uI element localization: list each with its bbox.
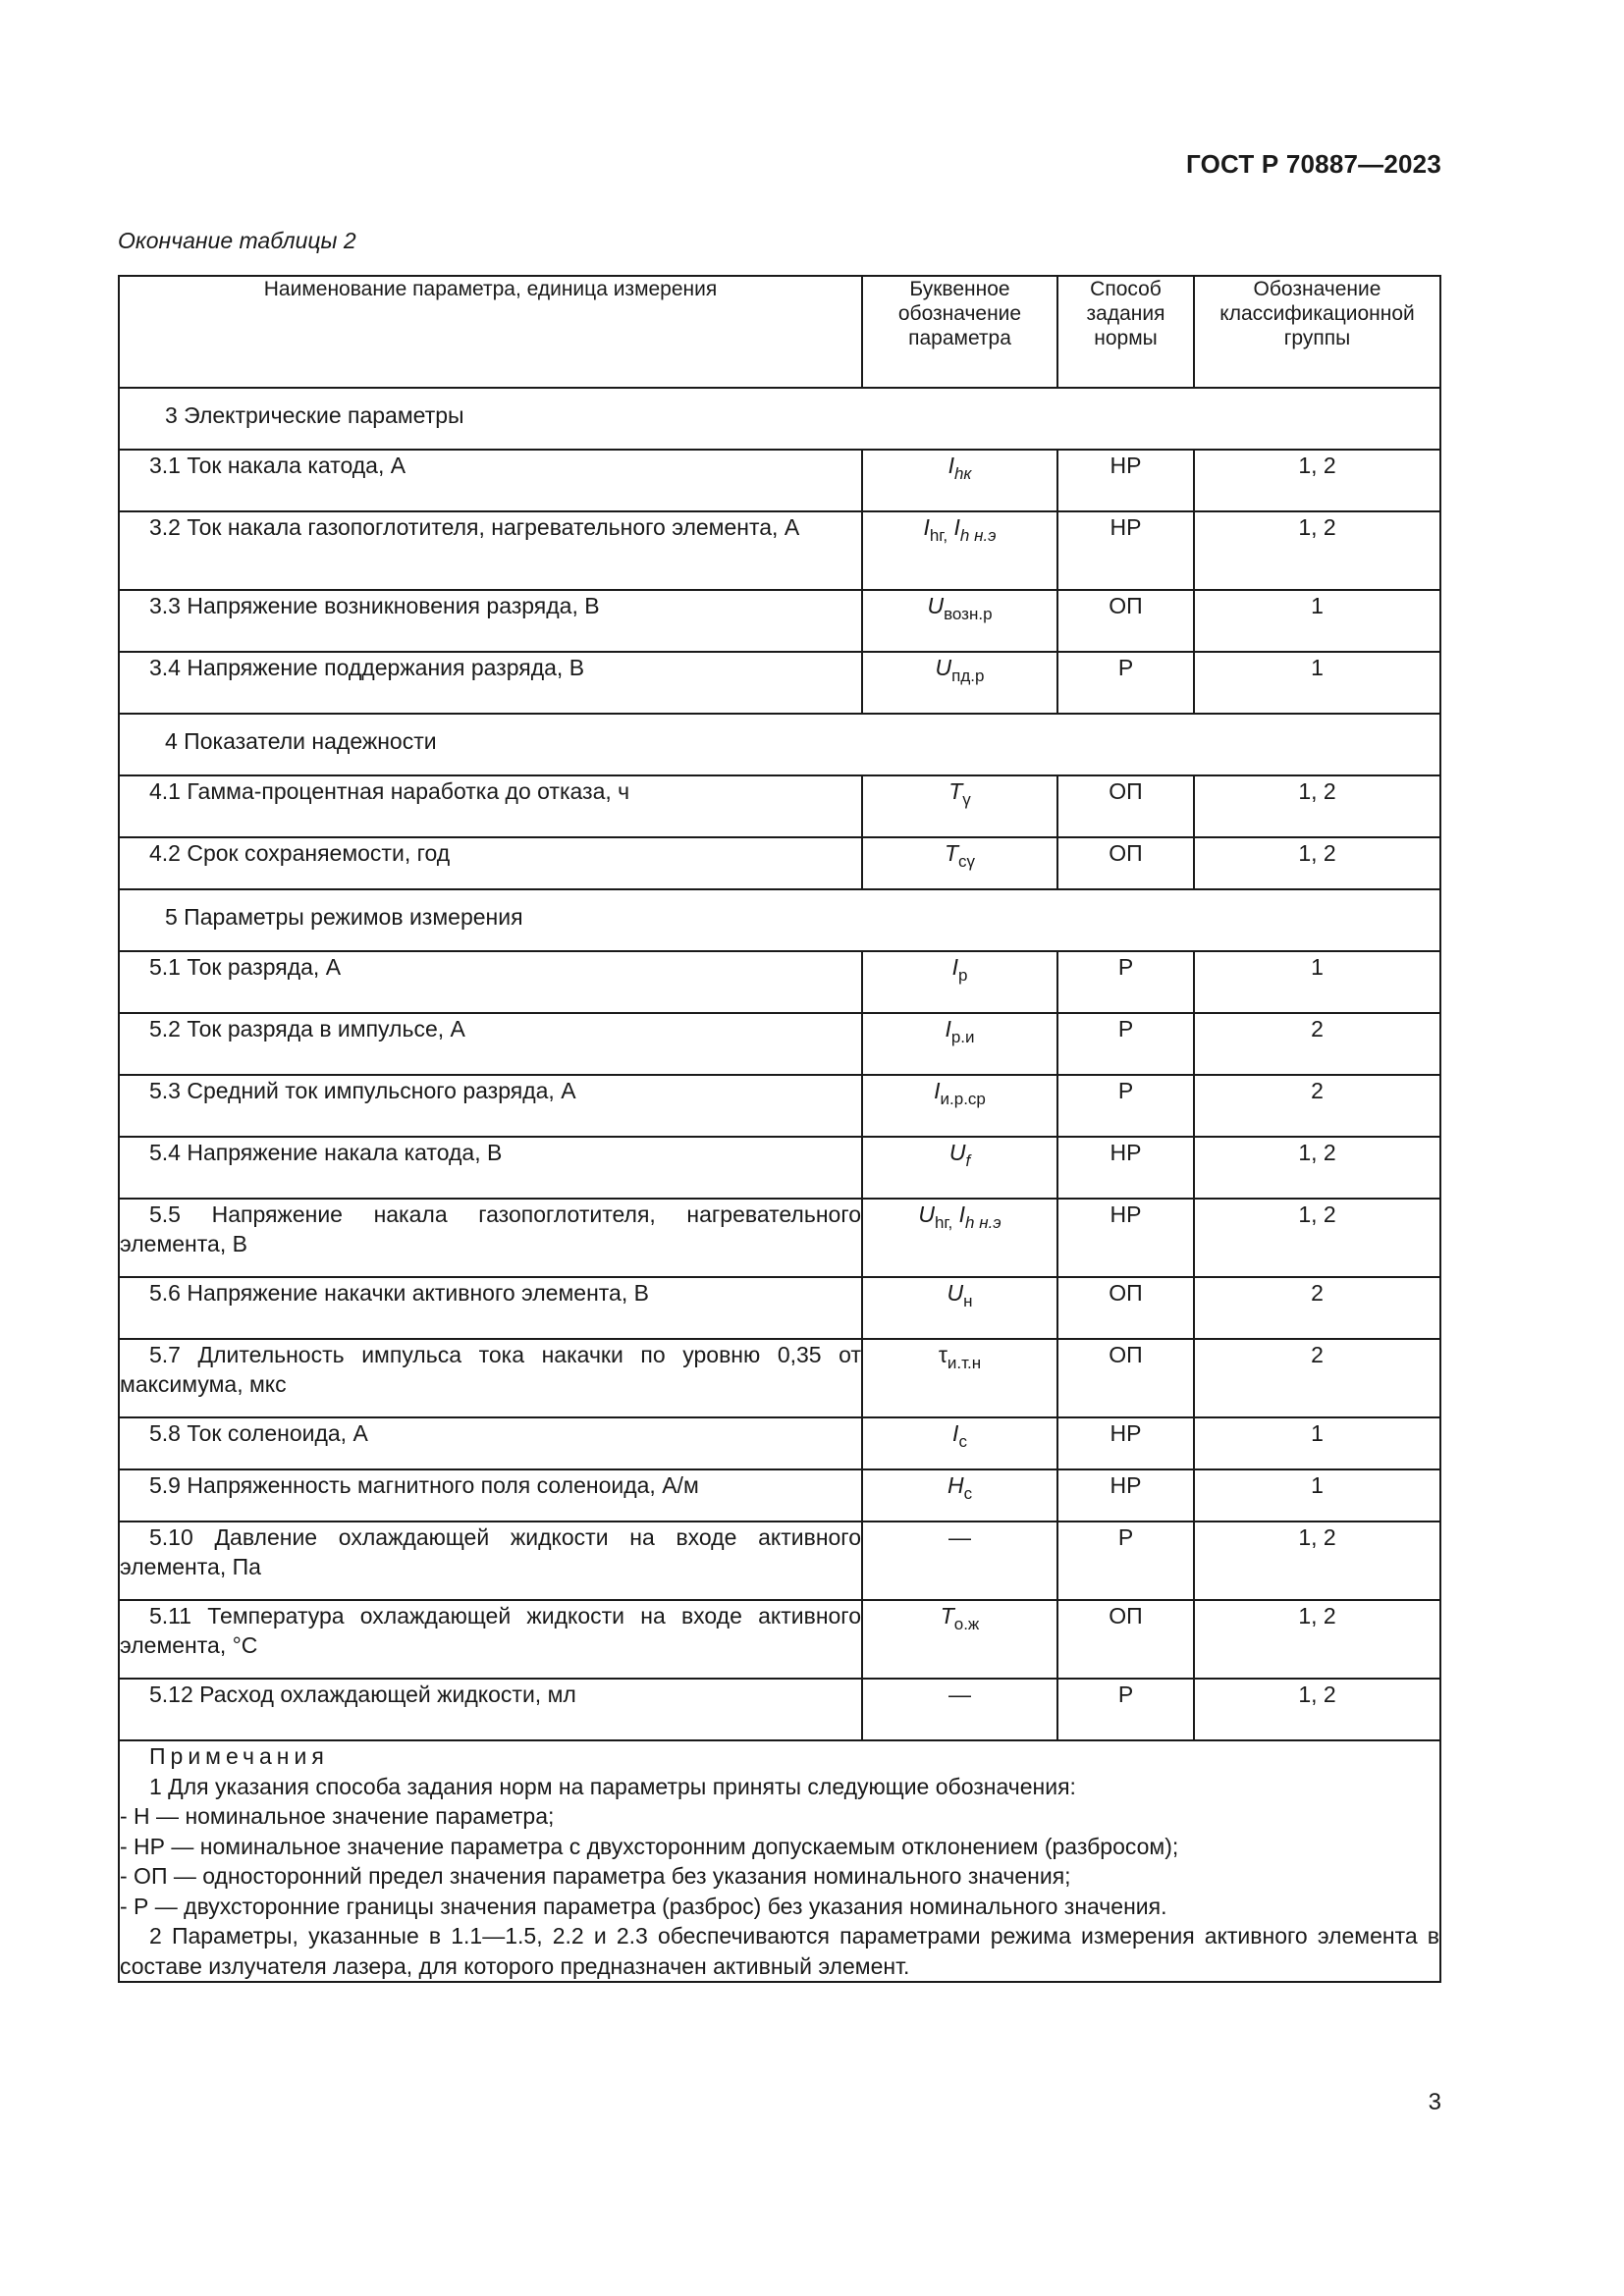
parameter-name <box>119 1013 862 1075</box>
class-group: 2 <box>1194 1277 1440 1339</box>
parameter-name <box>119 775 862 837</box>
symbol-subscript: р <box>957 966 968 985</box>
table-row <box>119 1199 1440 1277</box>
parameter-name <box>119 652 862 714</box>
class-group: 1 <box>1194 951 1440 1013</box>
class-group: 2 <box>1194 1339 1440 1417</box>
notes-cell <box>119 1740 1440 1982</box>
table-row <box>119 775 1440 837</box>
norm-method: НР <box>1057 450 1194 511</box>
table-row <box>119 1600 1440 1679</box>
parameter-name-text: 5.8 Ток соленоида, А <box>149 1420 368 1446</box>
symbol-subscript-2: h н.э <box>965 1213 1001 1232</box>
parameter-symbol <box>862 1679 1057 1740</box>
parameter-symbol <box>862 1277 1057 1339</box>
parameter-symbol <box>862 590 1057 652</box>
symbol-main: U <box>918 1201 935 1227</box>
table-row <box>119 1075 1440 1137</box>
symbol-subscript: с <box>963 1484 973 1503</box>
norm-method: ОП <box>1057 1339 1194 1417</box>
parameter-name <box>119 1277 862 1339</box>
symbol-main: T <box>940 1603 954 1629</box>
symbol-subscript: и.т.н <box>947 1354 982 1372</box>
table-row <box>119 1522 1440 1600</box>
note-line: - Н — номинальное значение параметра; <box>120 1803 555 1829</box>
symbol-main: I <box>947 453 954 478</box>
parameter-symbol <box>862 775 1057 837</box>
parameter-name <box>119 1199 862 1277</box>
parameter-name-text: 5.12 Расход охлаждающей жидкости, мл <box>149 1682 576 1707</box>
class-group: 2 <box>1194 1075 1440 1137</box>
norm-method: ОП <box>1057 590 1194 652</box>
parameter-name-text: 3.1 Ток накала катода, А <box>149 453 406 478</box>
parameter-name <box>119 1679 862 1740</box>
document-code: ГОСТ Р 70887—2023 <box>1186 149 1441 179</box>
norm-method: Р <box>1057 652 1194 714</box>
parameter-name <box>119 1522 862 1600</box>
parameters-table <box>118 275 1441 1983</box>
table-row <box>119 1417 1440 1469</box>
parameter-name-text: 3.2 Ток накала газопоглотителя, нагревательного элемента, А <box>149 514 800 540</box>
parameter-name-text: 5.9 Напряженность магнитного поля соленоида, А/м <box>149 1472 699 1498</box>
symbol-subscript-2: h н.э <box>959 526 997 545</box>
parameter-symbol <box>862 1137 1057 1199</box>
parameter-name <box>119 1137 862 1199</box>
parameter-name <box>119 1075 862 1137</box>
norm-method: ОП <box>1057 1277 1194 1339</box>
symbol-subscript: р.и <box>950 1028 975 1046</box>
parameter-symbol <box>862 1417 1057 1469</box>
parameter-name-text: 3.4 Напряжение поддержания разряда, В <box>149 655 585 680</box>
symbol-main: τ <box>938 1342 947 1367</box>
symbol-subscript: f <box>965 1151 971 1170</box>
class-group: 1, 2 <box>1194 837 1440 889</box>
class-group: 1, 2 <box>1194 450 1440 511</box>
col-header-name: Наименование параметра, единица измерения <box>119 276 862 388</box>
symbol-subscript: hг, <box>934 1213 953 1232</box>
norm-method: НР <box>1057 511 1194 590</box>
parameter-symbol <box>862 1013 1057 1075</box>
symbol-subscript: сγ <box>958 852 976 871</box>
parameter-name <box>119 590 862 652</box>
section-title: 4 Показатели надежности <box>119 714 1440 775</box>
symbol-subscript: с <box>958 1432 967 1451</box>
table-row <box>119 450 1440 511</box>
symbol-main: I <box>951 954 958 980</box>
symbol-main-2: I <box>953 514 960 540</box>
table-row <box>119 951 1440 1013</box>
page-number: 3 <box>1428 2089 1441 2115</box>
table-row <box>119 1013 1440 1075</box>
symbol-main: — <box>948 1682 971 1707</box>
symbol-main: I <box>952 1420 959 1446</box>
norm-method: Р <box>1057 1679 1194 1740</box>
norm-method: ОП <box>1057 1600 1194 1679</box>
class-group: 1, 2 <box>1194 1137 1440 1199</box>
parameter-name <box>119 837 862 889</box>
class-group: 1, 2 <box>1194 1600 1440 1679</box>
norm-method: НР <box>1057 1417 1194 1469</box>
note-line: - ОП — односторонний предел значения параметра без указания номинального значения; <box>120 1863 1071 1889</box>
symbol-main: T <box>948 778 963 804</box>
parameter-name-text: 5.10 Давление охлаждающей жидкости на входе активного элемента, Па <box>120 1524 861 1579</box>
norm-method: ОП <box>1057 775 1194 837</box>
parameter-name <box>119 450 862 511</box>
parameter-symbol <box>862 1600 1057 1679</box>
symbol-subscript: о.ж <box>953 1615 980 1633</box>
symbol-subscript: hг, <box>929 526 948 545</box>
class-group: 1, 2 <box>1194 511 1440 590</box>
table-row <box>119 1469 1440 1522</box>
section-row <box>119 388 1440 450</box>
symbol-main: I <box>945 1016 951 1041</box>
table-row <box>119 511 1440 590</box>
table-body <box>119 388 1440 1982</box>
parameter-symbol <box>862 1522 1057 1600</box>
symbol-main: H <box>947 1472 964 1498</box>
symbol-main: — <box>948 1524 971 1550</box>
class-group: 1, 2 <box>1194 1199 1440 1277</box>
class-group: 1, 2 <box>1194 1522 1440 1600</box>
table-row <box>119 837 1440 889</box>
class-group: 1 <box>1194 652 1440 714</box>
parameter-name-text: 5.4 Напряжение накала катода, В <box>149 1140 503 1165</box>
symbol-main: I <box>934 1078 941 1103</box>
table-row <box>119 1679 1440 1740</box>
table-row <box>119 1277 1440 1339</box>
table-row <box>119 1339 1440 1417</box>
parameter-name <box>119 511 862 590</box>
class-group: 1 <box>1194 590 1440 652</box>
parameter-name-text: 5.2 Ток разряда в импульсе, А <box>149 1016 465 1041</box>
norm-method: ОП <box>1057 837 1194 889</box>
class-group: 1, 2 <box>1194 1679 1440 1740</box>
symbol-main: U <box>947 1280 964 1306</box>
symbol-main-2: I <box>958 1201 966 1227</box>
symbol-main: T <box>944 840 959 866</box>
parameter-symbol <box>862 1469 1057 1522</box>
table-row <box>119 590 1440 652</box>
parameter-symbol <box>862 951 1057 1013</box>
class-group: 1, 2 <box>1194 775 1440 837</box>
parameter-name-text: 5.7 Длительность импульса тока накачки по уровню 0,35 от максимума, мкс <box>120 1342 861 1397</box>
symbol-subscript: γ <box>962 790 971 809</box>
section-row <box>119 889 1440 951</box>
norm-method: НР <box>1057 1469 1194 1522</box>
parameter-name-text: 4.2 Срок сохраняемости, год <box>149 840 451 866</box>
symbol-subscript: и.р.ср <box>940 1090 986 1108</box>
section-title: 3 Электрические параметры <box>119 388 1440 450</box>
col-header-method: Способ задания нормы <box>1057 276 1194 388</box>
parameter-name <box>119 1600 862 1679</box>
col-header-symbol: Буквенное обозначение параметра <box>862 276 1057 388</box>
symbol-subscript: возн.р <box>944 605 993 623</box>
table-header-row <box>119 276 1440 388</box>
section-title: 5 Параметры режимов измерения <box>119 889 1440 951</box>
symbol-subscript: hк <box>953 464 972 483</box>
class-group: 1 <box>1194 1417 1440 1469</box>
parameter-name-text: 5.5 Напряжение накала газопоглотителя, нагревательного элемента, В <box>120 1201 861 1256</box>
parameter-name-text: 5.11 Температура охлаждающей жидкости на входе активного элемента, °С <box>120 1603 861 1658</box>
parameter-name-text: 4.1 Гамма-процентная наработка до отказа, ч <box>149 778 630 804</box>
class-group: 2 <box>1194 1013 1440 1075</box>
parameter-name <box>119 1469 862 1522</box>
parameter-symbol <box>862 1199 1057 1277</box>
table-row <box>119 1137 1440 1199</box>
symbol-main: U <box>927 593 945 618</box>
parameter-name-text: 3.3 Напряжение возникновения разряда, В <box>149 593 600 618</box>
class-group: 1 <box>1194 1469 1440 1522</box>
note-line: 2 Параметры, указанные в 1.1—1.5, 2.2 и 2.3 обеспечиваются параметрами режима измерения активного элемента в составе излучателя лазера, для которого предназначен активный элемент. <box>120 1923 1439 1979</box>
norm-method: Р <box>1057 1075 1194 1137</box>
parameter-symbol <box>862 652 1057 714</box>
parameter-symbol <box>862 511 1057 590</box>
norm-method: Р <box>1057 1013 1194 1075</box>
parameter-name-text: 5.3 Средний ток импульсного разряда, А <box>149 1078 576 1103</box>
norm-method: Р <box>1057 1522 1194 1600</box>
table-caption: Окончание таблицы 2 <box>118 228 356 253</box>
parameter-name-text: 5.6 Напряжение накачки активного элемента, В <box>149 1280 649 1306</box>
norm-method: Р <box>1057 951 1194 1013</box>
parameter-symbol <box>862 1339 1057 1417</box>
section-row <box>119 714 1440 775</box>
symbol-main: U <box>935 655 952 680</box>
notes-title: Примечания <box>149 1743 329 1769</box>
note-line: - Р — двухсторонние границы значения параметра (разброс) без указания номинального значения. <box>120 1893 1167 1919</box>
parameter-symbol <box>862 1075 1057 1137</box>
parameter-name <box>119 1339 862 1417</box>
norm-method: НР <box>1057 1137 1194 1199</box>
note-line: 1 Для указания способа задания норм на параметры приняты следующие обозначения: <box>149 1773 1076 1799</box>
table-row <box>119 652 1440 714</box>
symbol-main: U <box>948 1140 966 1165</box>
parameter-name <box>119 951 862 1013</box>
symbol-subscript: н <box>963 1292 973 1310</box>
note-line: - НР — номинальное значение параметра с двухсторонним допускаемым отклонением (разбросом); <box>120 1833 1179 1859</box>
norm-method: НР <box>1057 1199 1194 1277</box>
col-header-group: Обозначение классификационной группы <box>1194 276 1440 388</box>
parameter-name-text: 5.1 Ток разряда, А <box>149 954 342 980</box>
parameter-symbol <box>862 837 1057 889</box>
symbol-main: I <box>923 514 930 540</box>
symbol-subscript: пд.р <box>951 667 985 685</box>
parameter-name <box>119 1417 862 1469</box>
notes-row <box>119 1740 1440 1982</box>
parameter-symbol <box>862 450 1057 511</box>
